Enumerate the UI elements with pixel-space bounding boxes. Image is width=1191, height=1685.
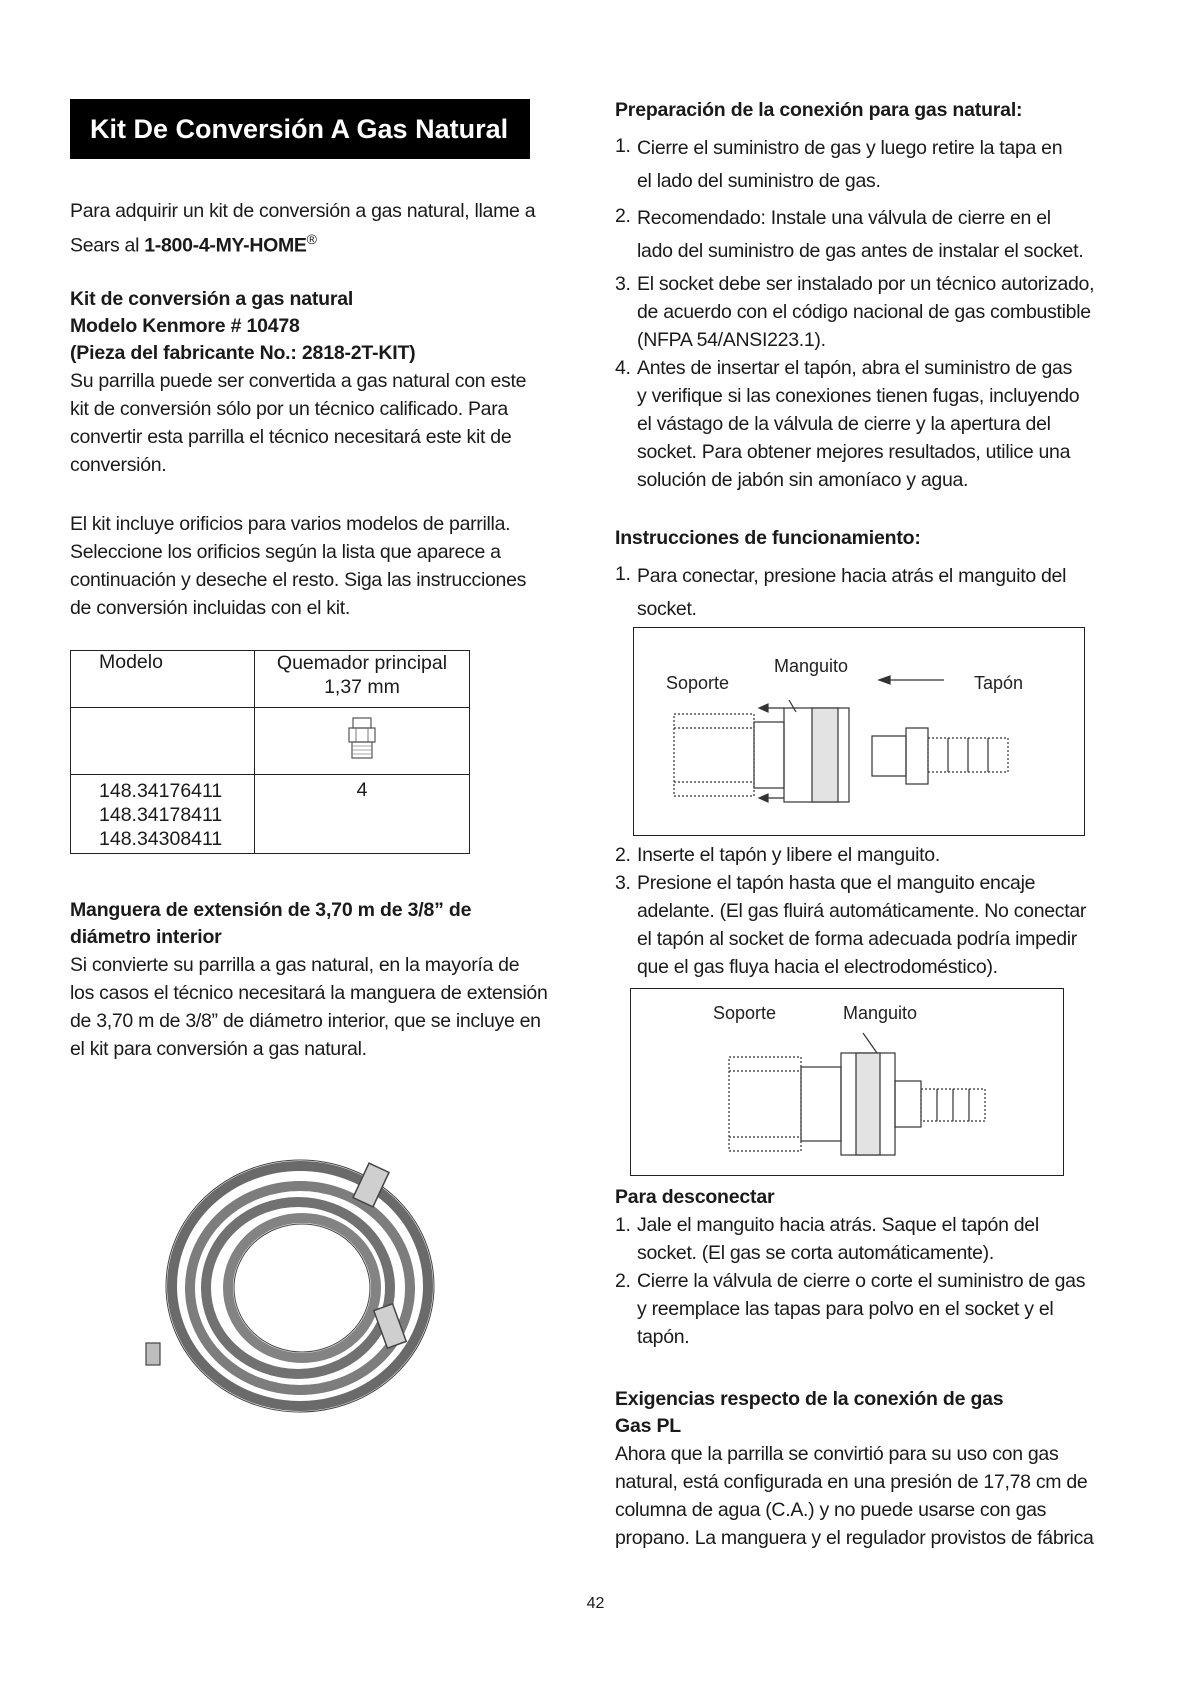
burner-header-line-1: Quemador principal — [276, 652, 448, 674]
table-models-cell — [71, 775, 255, 854]
list-line: socket. Para obtener mejores resultados, utilice una — [637, 441, 1071, 463]
list-line: Antes de insertar el tapón, abra el suministro de gas — [637, 357, 1073, 379]
connect-diagram — [633, 627, 1085, 836]
requirements-body-line: Ahora que la parrilla se convirtió para su uso con gas — [615, 1443, 1059, 1465]
operation-heading: Instrucciones de funcionamiento: — [615, 527, 921, 549]
list-item — [615, 1267, 1135, 1351]
list-line: (NFPA 54/ANSI223.1). — [637, 329, 826, 351]
prep-list — [615, 132, 1135, 494]
list-text — [637, 1211, 1135, 1267]
registered-mark: ® — [306, 231, 317, 247]
list-line: El socket debe ser instalado por un técnico autorizado, — [637, 273, 1095, 295]
model-number: 148.34176411 — [99, 780, 223, 802]
table-header-row — [71, 651, 470, 708]
diagram-label-tapon: Tapón — [974, 673, 1024, 693]
table-icon-empty-cell — [71, 708, 255, 775]
section-title-bar — [70, 99, 530, 159]
list-line: adelante. (El gas fluirá automáticamente. No conectar — [637, 900, 1087, 922]
kit-heading-3: (Pieza del fabricante No.: 2818-2T-KIT) — [70, 342, 416, 364]
hose-heading-1: Manguera de extensión de 3,70 m de 3/8” de — [70, 899, 472, 921]
list-text: Inserte el tapón y libere el manguito. — [637, 844, 940, 866]
list-number: 4. — [615, 357, 631, 379]
page-number: 42 — [586, 1595, 605, 1612]
list-line: lado del suministro de gas antes de instalar el socket. — [637, 240, 1084, 262]
table-header-model — [71, 651, 255, 708]
intro-line-2 — [70, 225, 590, 260]
list-number: 3. — [615, 273, 631, 295]
hose-heading-2: diámetro interior — [70, 926, 222, 948]
section-title: Kit De Conversión A Gas Natural — [90, 113, 509, 144]
list-line: y reemplace las tapas para polvo en el socket y el — [637, 1298, 1054, 1320]
requirements-body-line: columna de agua (C.A.) y no puede usarse con gas — [615, 1499, 1047, 1521]
connected-diagram — [630, 988, 1064, 1176]
list-text — [637, 560, 1135, 626]
list-number: 2. — [615, 205, 631, 227]
list-number: 1. — [615, 563, 631, 585]
list-item — [615, 270, 1135, 354]
list-line: y verifique si las conexiones tienen fugas, incluyendo — [637, 385, 1080, 407]
list-line: socket. (El gas se corta automáticamente). — [637, 1242, 994, 1264]
kit-body-line: conversión. — [70, 454, 167, 476]
requirements-body-line: propano. La manguera y el regulador provistos de fábrica — [615, 1527, 1094, 1549]
list-text — [637, 270, 1135, 354]
list-line: solución de jabón sin amoníaco y agua. — [637, 469, 969, 491]
requirements-heading-2: Gas PL — [615, 1415, 681, 1437]
list-text — [637, 354, 1135, 494]
list-line: el vástago de la válvula de cierre y la apertura del — [637, 413, 1051, 435]
list-line: el tapón al socket de forma adecuada podría impedir — [637, 928, 1077, 950]
model-header-label: Modelo — [99, 651, 163, 673]
list-line: tapón. — [637, 1326, 690, 1348]
kit-includes-line: de conversión incluidas con el kit. — [70, 597, 350, 619]
operation-section — [615, 525, 1135, 626]
hose-body-line: el kit para conversión a gas natural. — [70, 1038, 367, 1060]
list-number: 1. — [615, 1214, 631, 1236]
model-number: 148.34308411 — [99, 828, 223, 850]
burner-header-line-2: 1,37 mm — [324, 676, 400, 698]
table-header-burner — [255, 651, 470, 708]
diagram-label-soporte: Soporte — [666, 673, 730, 693]
list-line: Presione el tapón hasta que el manguito encaje — [637, 872, 1036, 894]
requirements-section — [615, 1386, 1135, 1552]
kit-section — [70, 286, 590, 479]
requirements-body-line: natural, está configurada en una presión de 17,78 cm de — [615, 1471, 1088, 1493]
list-text — [637, 1267, 1135, 1351]
list-number: 1. — [615, 135, 631, 157]
hose-body-line: de 3,70 m de 3/8” de diámetro interior, que se incluye en — [70, 1010, 541, 1032]
disconnect-heading: Para desconectar — [615, 1186, 775, 1208]
diagram-label-manguito: Manguito — [774, 656, 849, 676]
connected-diagram-drawing — [631, 989, 1063, 1175]
kit-includes-line: Seleccione los orificios según la lista que aparece a — [70, 541, 501, 563]
orifice-table — [70, 650, 470, 854]
list-line: el lado del suministro de gas. — [637, 170, 881, 192]
list-line: socket. — [637, 598, 697, 620]
list-item — [615, 841, 1135, 869]
orifice-fitting-icon — [345, 716, 379, 762]
list-line: Cierre la válvula de cierre o corte el suministro de gas — [637, 1270, 1086, 1292]
table-icon-cell — [255, 708, 470, 775]
operation-steps-continued — [615, 841, 1135, 981]
kit-includes-line: continuación y deseche el resto. Siga las instrucciones — [70, 569, 527, 591]
list-item — [615, 202, 1135, 268]
prep-heading: Preparación de la conexión para gas natural: — [615, 99, 1023, 121]
list-text — [637, 202, 1135, 268]
list-number: 3. — [615, 872, 631, 894]
list-item — [615, 560, 1135, 626]
table-row — [71, 775, 470, 854]
kit-body-line: convertir esta parrilla el técnico necesitará este kit de — [70, 426, 512, 448]
list-number: 2. — [615, 1270, 631, 1292]
list-line: de acuerdo con el código nacional de gas combustible — [637, 301, 1091, 323]
requirements-heading-1: Exigencias respecto de la conexión de gas — [615, 1388, 1004, 1410]
kit-includes-paragraph — [70, 510, 590, 622]
kit-heading-1: Kit de conversión a gas natural — [70, 288, 354, 310]
coiled-hose-icon — [140, 1138, 450, 1418]
disconnect-section — [615, 1184, 1135, 1351]
list-line: Para conectar, presione hacia atrás el manguito del — [637, 565, 1067, 587]
kit-heading-2: Modelo Kenmore # 10478 — [70, 315, 300, 337]
table-icon-row — [71, 708, 470, 775]
list-line: que el gas fluya hacia el electrodoméstico). — [637, 956, 998, 978]
kit-body-line: Su parrilla puede ser convertida a gas natural con este — [70, 370, 527, 392]
list-text — [637, 869, 1135, 981]
list-item — [615, 1211, 1135, 1267]
diagram-label-manguito: Manguito — [843, 1003, 918, 1023]
list-text — [637, 132, 1135, 198]
intro-prefix: Sears al — [70, 234, 145, 257]
connect-diagram-drawing — [634, 628, 1084, 835]
hose-section — [70, 897, 590, 1063]
list-line: Cierre el suministro de gas y luego retire la tapa en — [637, 137, 1063, 159]
intro-paragraph — [70, 197, 590, 260]
diagram-label-soporte: Soporte — [713, 1003, 777, 1023]
hose-body-line: los casos el técnico necesitará la manguera de extensión — [70, 982, 548, 1004]
intro-line-1: Para adquirir un kit de conversión a gas natural, llame a — [70, 200, 536, 222]
burner-value: 4 — [356, 779, 368, 801]
list-line: Jale el manguito hacia atrás. Saque el tapón del — [637, 1214, 1039, 1236]
list-line: Recomendado: Instale una válvula de cierre en el — [637, 207, 1051, 229]
table-burner-value-cell — [255, 775, 470, 854]
hose-body-line: Si convierte su parrilla a gas natural, en la mayoría de — [70, 954, 520, 976]
kit-includes-line: El kit incluye orificios para varios modelos de parrilla. — [70, 513, 511, 535]
kit-body-line: kit de conversión sólo por un técnico calificado. Para — [70, 398, 508, 420]
model-number: 148.34178411 — [99, 804, 223, 826]
list-item — [615, 132, 1135, 198]
list-item — [615, 354, 1135, 494]
phone-number: 1-800-4-MY-HOME — [144, 234, 307, 257]
prep-section — [615, 97, 1135, 494]
list-item — [615, 869, 1135, 981]
list-number: 2. — [615, 844, 631, 866]
